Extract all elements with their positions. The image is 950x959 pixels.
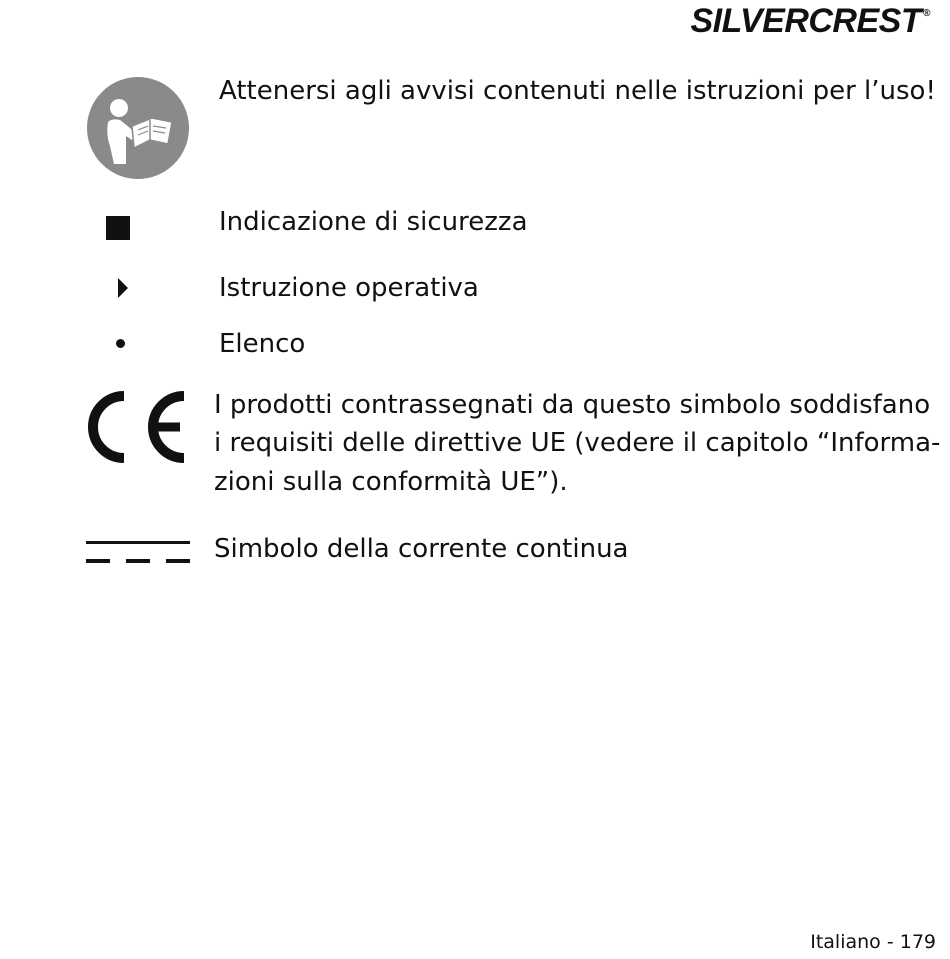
legend-text-ce-line-2: i requisiti delle direttive UE (vedere il capitolo “Informa-: [214, 428, 941, 458]
square-bullet-icon: [106, 216, 130, 240]
legend-text-direct-current: Simbolo della corrente continua: [214, 534, 629, 564]
legend-text-ce-line-1: I prodotti contrassegnati da questo simbolo soddisfano: [214, 390, 931, 420]
legend-text-read-manual: Attenersi agli avvisi contenuti nelle istruzioni per l’uso!: [219, 76, 936, 106]
legend-text-operation: Istruzione operativa: [219, 273, 479, 303]
legend-text-safety: Indicazione di sicurezza: [219, 207, 528, 237]
ce-mark-icon: [84, 388, 192, 466]
triangle-right-icon: [118, 278, 128, 298]
brand-name: SILVERCREST: [690, 2, 922, 40]
direct-current-icon: [86, 539, 190, 565]
legend-text-list: Elenco: [219, 329, 306, 359]
read-manual-icon: [86, 76, 190, 180]
page-number: Italiano - 179: [810, 931, 936, 953]
dot-bullet-icon: [116, 339, 125, 348]
legend-text-ce-line-3: zioni sulla conformità UE”).: [214, 467, 568, 497]
registered-mark: ®: [923, 8, 930, 19]
brand-logo: [690, 2, 930, 41]
